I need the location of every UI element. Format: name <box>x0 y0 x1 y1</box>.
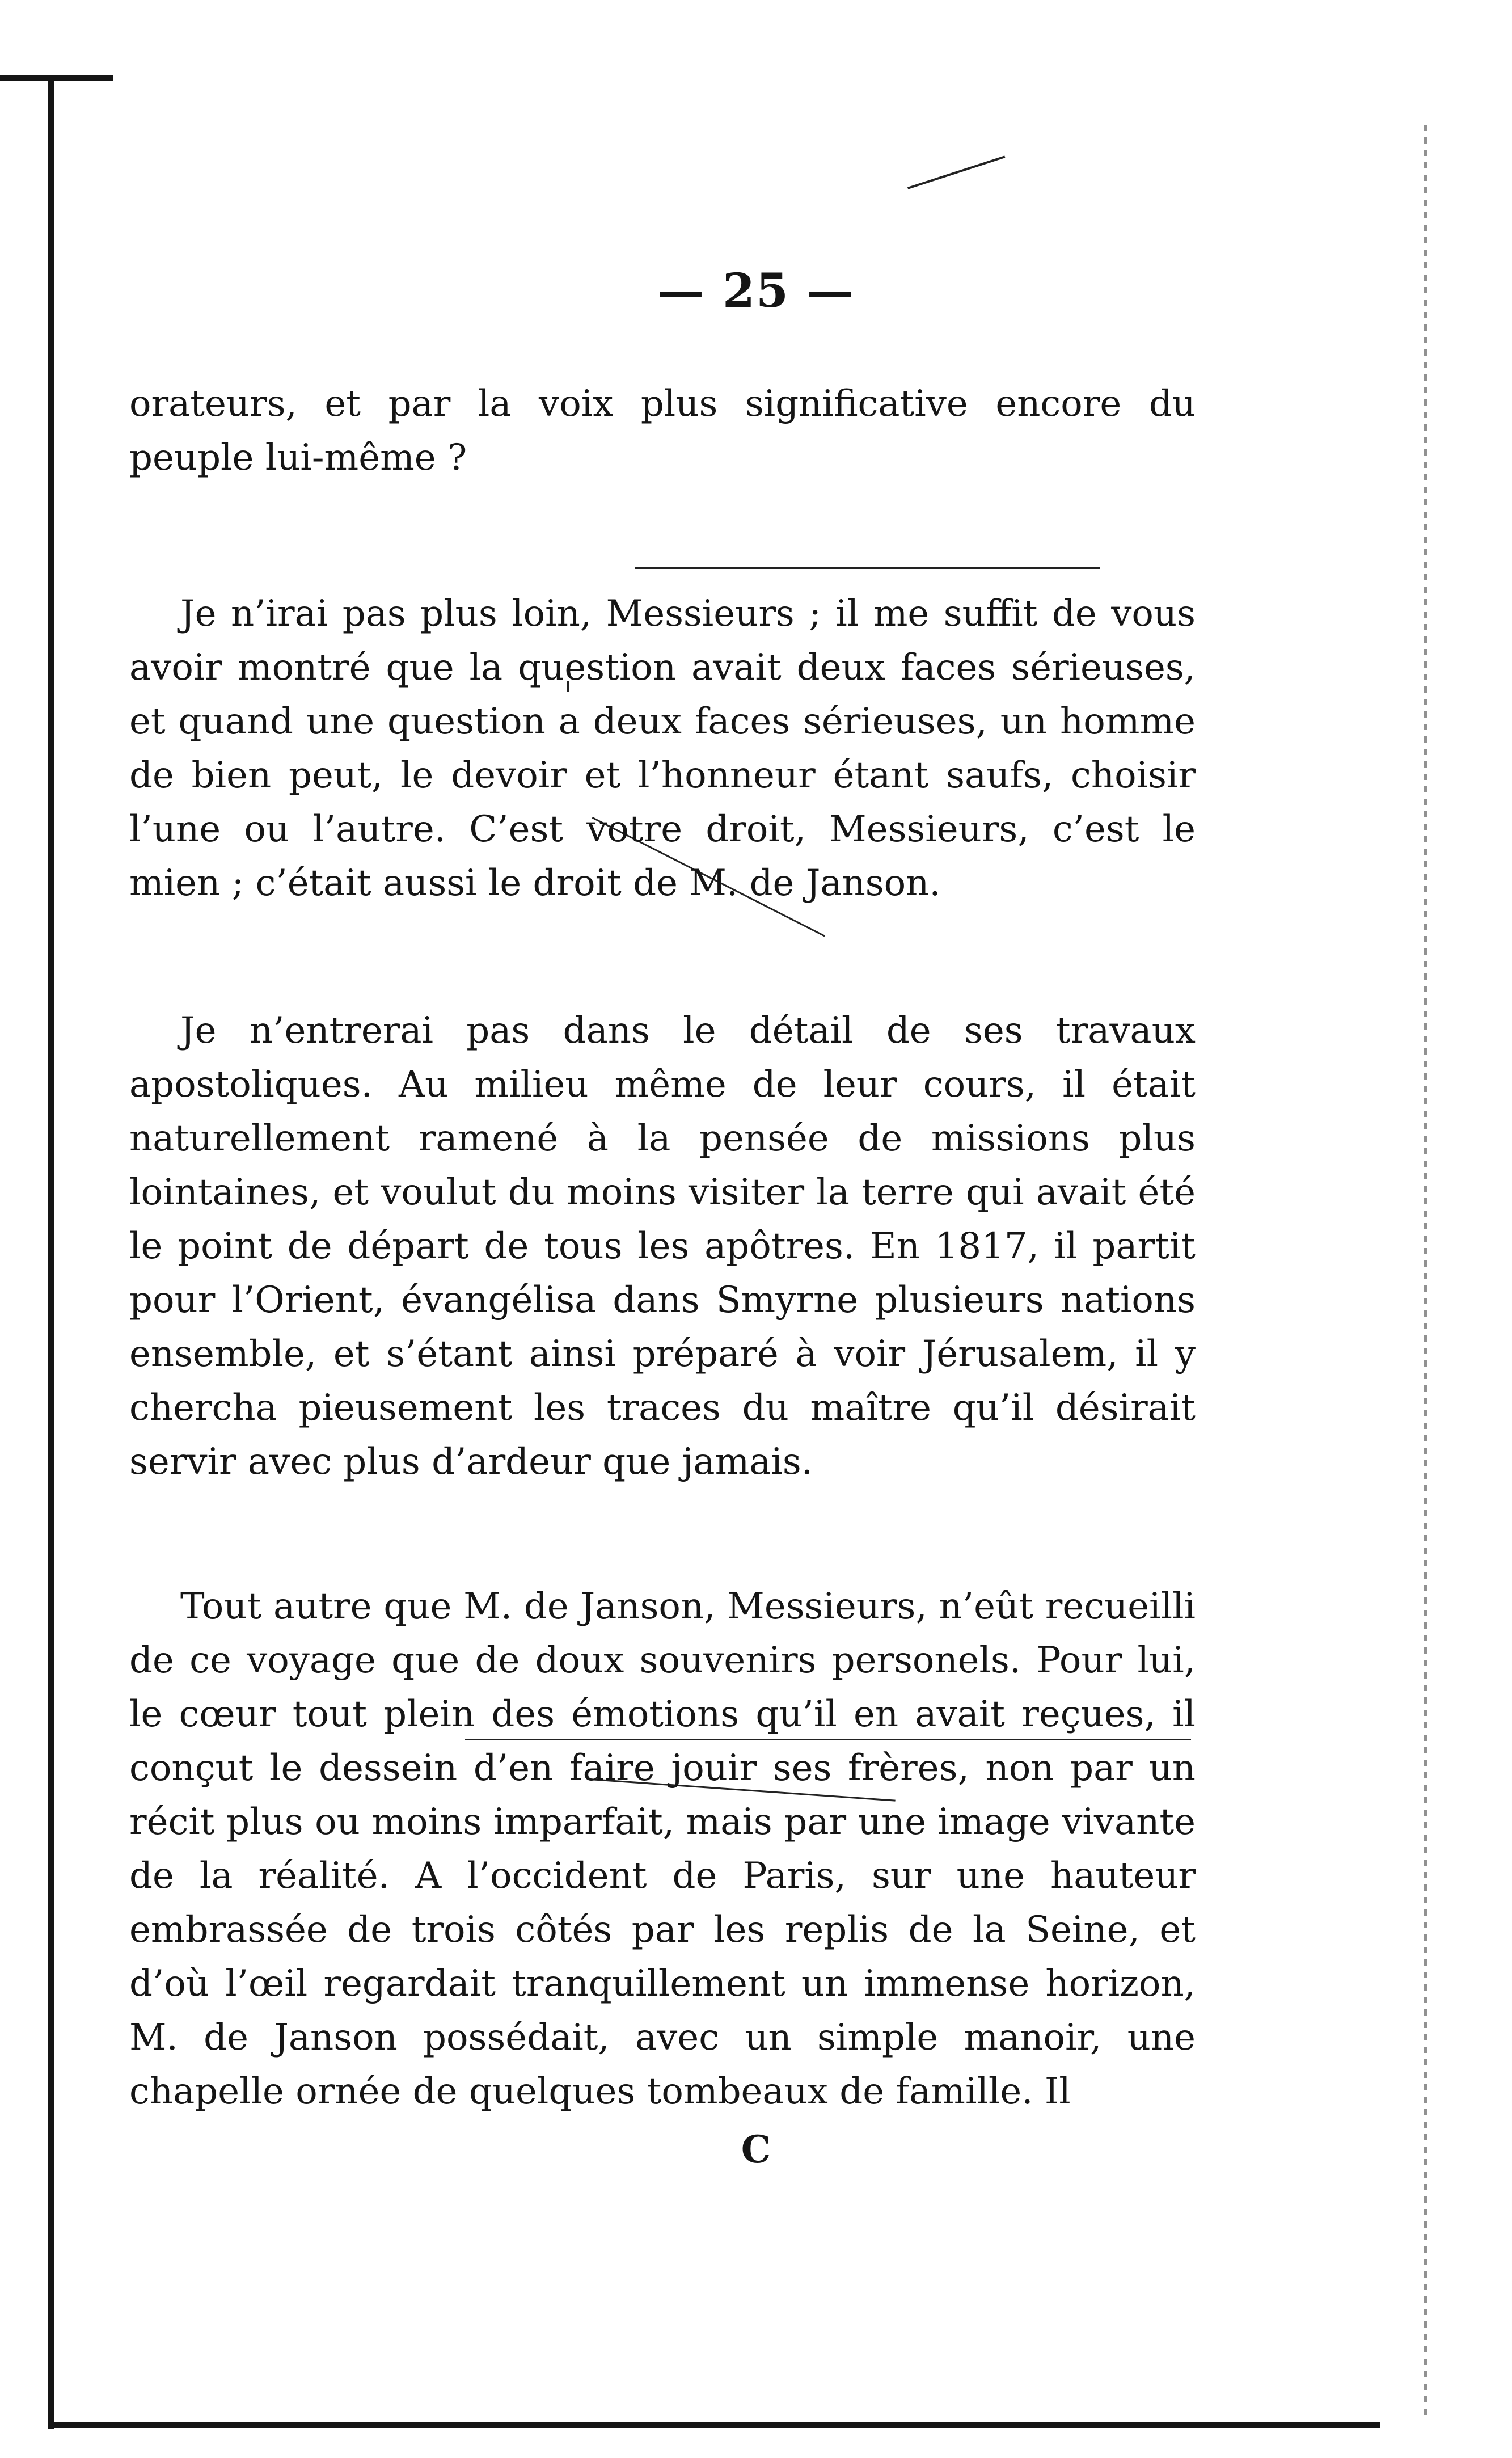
paragraph-text: Tout autre que M. de Janson, Messieurs, n’eût recueilli de ce voyage que de doux souvenirs personels. Pour lui, le cœur tout plein des émotions qu’il en avait reçues, il conçut le dessein d’en faire jouir ses frères, non par un récit plus ou moins imparfait, mais par une image vivante de la réalité. A l’occident de Paris, sur une hauteur embrassée de trois côtés par les replis de la Seine, et d’où l’œil regardait tranquillement un immense horizon, M. de Janson possédait, avec un simple manoir, une chapelle ornée de quelques tombeaux de famille. Il <box>129 1586 1196 2113</box>
page-number: — 25 — <box>657 264 855 318</box>
pen-mark <box>635 567 1100 569</box>
paragraph-text: Je n’entrerai pas dans le détail de ses travaux apostoliques. Au milieu même de leur cours, il était naturellement ramené à la pensée de missions plus lointaines, et voulut du moins visiter la terre qui avait été le point de départ de tous les apôtres. En 1817, il partit pour l’Orient, évangélisa dans Smyrne plusieurs nations ensemble, et s’étant ainsi préparé à voir Jérusalem, il y chercha pieusement les traces du maître qu’il désirait servir avec plus d’ardeur que jamais. <box>129 1010 1196 1483</box>
paragraph-text: Je n’irai pas plus loin, Messieurs ; il me suffit de vous avoir montré que la question avait deux faces sérieuses, et quand une question a deux faces sérieuses, un homme de bien peut, le devoir et l’honneur étant saufs, choisir l’une ou l’autre. C’est votre droit, Messieurs, c’est le mien ; c’était aussi le droit de M. de Janson. <box>129 593 1196 904</box>
left-border-rule <box>48 81 54 2429</box>
top-border-rule <box>0 75 113 81</box>
paragraph <box>129 587 1196 910</box>
paragraph <box>129 1580 1196 2119</box>
paragraph-text: orateurs, et par la voix plus significative encore du peuple lui-même ? <box>129 383 1196 479</box>
page-fold-edge <box>1424 125 1427 2417</box>
paragraph <box>129 377 1196 485</box>
paragraph <box>129 1004 1196 1489</box>
bottom-border-rule <box>48 2422 1380 2428</box>
signature-mark: C <box>741 2127 771 2172</box>
pen-mark <box>907 155 1005 189</box>
